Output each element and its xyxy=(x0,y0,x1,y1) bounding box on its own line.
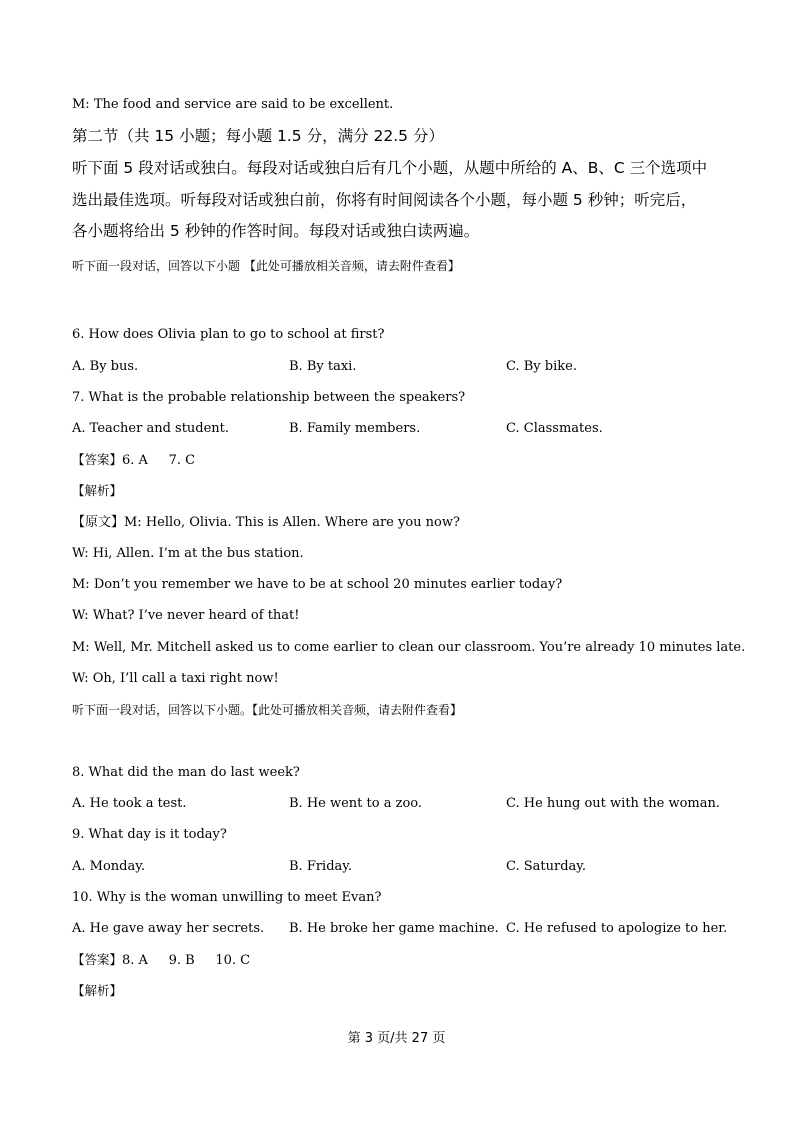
dialogue-line: M: The food and service are said to be excellent. xyxy=(72,97,394,112)
option-10c: C. He refused to apologize to her. xyxy=(506,921,728,936)
question-10: 10. Why is the woman unwilling to meet Evan? xyxy=(72,890,382,905)
transcript-line: W: Oh, I’ll call a taxi right now! xyxy=(72,671,279,686)
option-8a: A. He took a test. xyxy=(72,796,187,811)
option-7a: A. Teacher and student. xyxy=(72,421,230,436)
page-footer: 第 3 页/共 27 页 xyxy=(347,1031,446,1046)
option-8c: C. He hung out with the woman. xyxy=(506,796,721,811)
analysis-label: 【解析】 xyxy=(72,983,123,998)
transcript-line: W: What? I’ve never heard of that! xyxy=(72,608,300,623)
option-9b: B. Friday. xyxy=(289,859,353,874)
option-9a: A. Monday. xyxy=(72,859,145,874)
option-8b: B. He went to a zoo. xyxy=(289,796,423,811)
answer-text: 6. A 7. C xyxy=(122,453,196,468)
question-8: 8. What did the man do last week? xyxy=(72,765,300,780)
analysis-label: 【解析】 xyxy=(72,483,123,498)
transcript-line: M: Well, Mr. Mitchell asked us to come earlier to clean our classroom. You’re already 10 minutes late. xyxy=(72,640,746,655)
option-7c: C. Classmates. xyxy=(506,421,603,436)
answer-label: 【答案】 xyxy=(72,952,123,967)
option-9c: C. Saturday. xyxy=(506,859,587,874)
question-7: 7. What is the probable relationship between the speakers? xyxy=(72,390,466,405)
question-6: 6. How does Olivia plan to go to school at first? xyxy=(72,327,385,342)
option-10b: B. He broke her game machine. xyxy=(289,921,499,936)
listen-prompt: 听下面一段对话，回答以下小题。【此处可播放相关音频，请去附件查看】 xyxy=(72,703,463,717)
option-6c: C. By bike. xyxy=(506,359,577,374)
section-title: 第二节（共 15 小题；每小题 1.5 分，满分 22.5 分） xyxy=(72,127,444,145)
answer-line xyxy=(72,952,250,969)
answer-line xyxy=(72,452,195,469)
instruction-line: 各小题将给出 5 秒钟的作答时间。每段对话或独白读两遍。 xyxy=(72,222,480,240)
answer-label: 【答案】 xyxy=(72,452,123,467)
answer-text: 8. A 9. B 10. C xyxy=(122,953,251,968)
transcript-line: M: Don’t you remember we have to be at school 20 minutes earlier today? xyxy=(72,577,563,592)
option-7b: B. Family members. xyxy=(289,421,421,436)
transcript-line: W: Hi, Allen. I’m at the bus station. xyxy=(72,546,304,561)
option-10a: A. He gave away her secrets. xyxy=(72,921,265,936)
option-6b: B. By taxi. xyxy=(289,359,357,374)
question-9: 9. What day is it today? xyxy=(72,827,227,842)
listen-prompt: 听下面一段对话，回答以下小题 【此处可播放相关音频，请去附件查看】 xyxy=(72,259,460,273)
instruction-line: 听下面 5 段对话或独白。每段对话或独白后有几个小题，从题中所给的 A、B、C 三个选项中 xyxy=(72,159,708,177)
transcript-line: 【原文】M: Hello, Olivia. This is Allen. Where are you now? xyxy=(72,515,460,530)
instruction-line: 选出最佳选项。听每段对话或独白前，你将有时间阅读各个小题，每小题 5 秒钟；听完后， xyxy=(72,191,697,209)
option-6a: A. By bus. xyxy=(72,359,139,374)
